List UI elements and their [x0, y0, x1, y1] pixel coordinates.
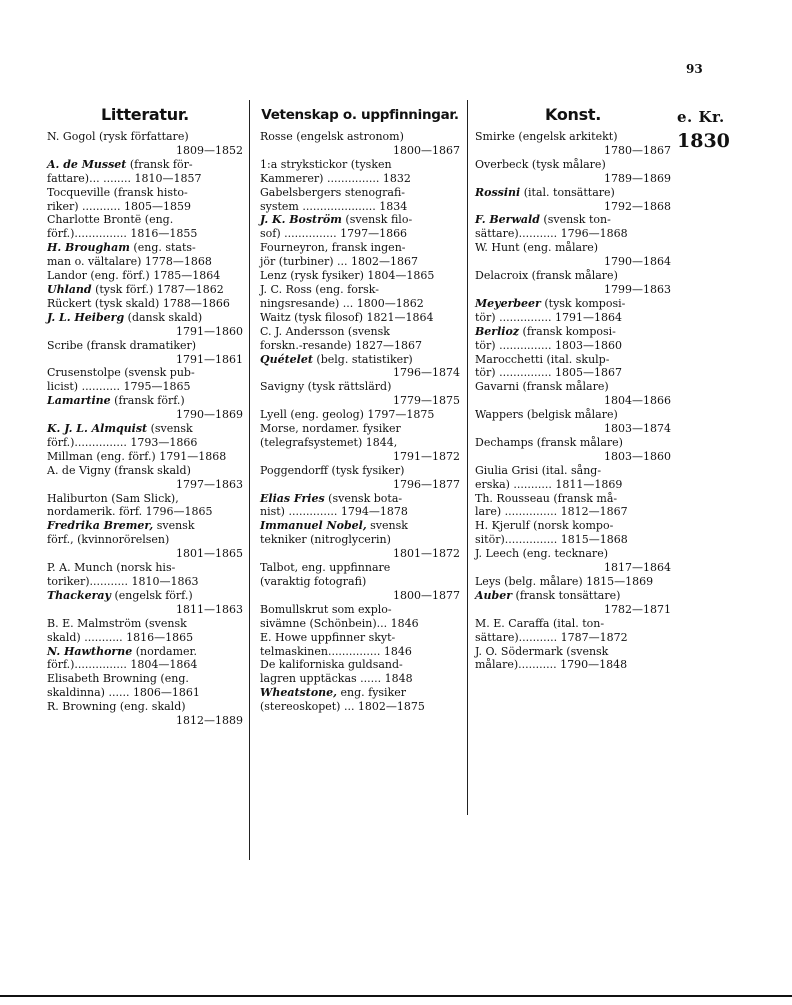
- entry-line: [475, 450, 671, 464]
- entry-text: Dechamps (fransk målare): [475, 435, 623, 449]
- entry-line: [475, 311, 671, 325]
- entry-line: [47, 589, 243, 603]
- entry-line: [260, 631, 460, 645]
- entry-text: 1809—1852: [176, 143, 243, 157]
- entry-line: [260, 478, 460, 492]
- entry-line: [47, 617, 243, 631]
- entry-line: [47, 658, 243, 672]
- entry-text: förf.)............... 1793—1866: [47, 435, 198, 449]
- entry-text: Landor (eng. förf.) 1785—1864: [47, 269, 221, 283]
- entry-text: 1799—1863: [604, 282, 671, 296]
- entry-line: [47, 269, 243, 283]
- entry-text: Elisabeth Browning (eng.: [47, 672, 189, 686]
- entry-line: [260, 241, 460, 255]
- entry-line: [260, 227, 460, 241]
- person-name: Rossini: [475, 185, 521, 199]
- entry-text: Poggendorff (tysk fysiker): [260, 463, 405, 477]
- entry-line: [47, 700, 243, 714]
- entry-line: [47, 408, 243, 422]
- entry-text: M. E. Caraffa (ital. ton-: [475, 616, 605, 630]
- entry-text: 1811—1863: [176, 602, 243, 616]
- entry-list: [475, 130, 671, 672]
- entry-line: [475, 186, 671, 200]
- entry-text: Delacroix (fransk målare): [475, 269, 618, 283]
- entry-text: (belg. statistiker): [312, 352, 413, 366]
- entry-text: J. C. Ross (eng. forsk-: [260, 282, 379, 296]
- entry-text: Wappers (belgisk målare): [475, 408, 618, 422]
- entry-text: Gavarni (fransk målare): [475, 380, 609, 394]
- entry-line: [475, 422, 671, 436]
- entry-text: 1780—1867: [604, 143, 671, 157]
- entry-text: (dansk skald): [124, 310, 203, 324]
- column-title: Litteratur.: [101, 105, 189, 124]
- entry-text: 1779—1875: [393, 394, 460, 408]
- entry-line: [47, 464, 243, 478]
- entry-line: [260, 645, 460, 659]
- entry-text: 1801—1872: [393, 547, 460, 561]
- person-name: Quételet: [260, 352, 313, 366]
- entry-line: [475, 658, 671, 672]
- entry-text: målare)........... 1790—1848: [475, 658, 628, 672]
- entry-line: [47, 547, 243, 561]
- entry-line: [475, 353, 671, 367]
- entry-line: [475, 533, 671, 547]
- entry-line: [475, 172, 671, 186]
- entry-text: svensk: [366, 519, 408, 533]
- person-name: A. de Musset: [47, 157, 127, 171]
- entry-line: [47, 686, 243, 700]
- entry-text: 1790—1869: [176, 408, 243, 422]
- entry-text: Tocqueville (fransk histo-: [47, 185, 188, 199]
- entry-text: E. Howe uppfinner skyt-: [260, 630, 396, 644]
- entry-text: (ital. tonsättare): [520, 185, 615, 199]
- entry-text: telmaskinen............... 1846: [260, 644, 412, 658]
- entry-text: 1797—1863: [176, 477, 243, 491]
- entry-line: [475, 575, 671, 589]
- entry-text: J. Leech (eng. tecknare): [475, 547, 608, 561]
- entry-text: Smirke (engelsk arkitekt): [475, 130, 618, 143]
- era-year: 1830: [677, 130, 730, 152]
- entry-text: Haliburton (Sam Slick),: [47, 491, 179, 505]
- entry-line: [260, 422, 460, 436]
- entry-line: [260, 505, 460, 519]
- entry-text: sättare)........... 1787—1872: [475, 630, 628, 644]
- column-title: Konst.: [545, 105, 601, 124]
- entry-line: [47, 561, 243, 575]
- entry-text: R. Browning (eng. skald): [47, 700, 186, 714]
- entry-line: [260, 130, 460, 144]
- entry-text: (svensk bota-: [324, 491, 403, 505]
- entry-line: [47, 380, 243, 394]
- entry-text: P. A. Munch (norsk his-: [47, 561, 176, 575]
- entry-line: [475, 130, 671, 144]
- column-litteratur: [47, 104, 243, 728]
- entry-line: [47, 366, 243, 380]
- entry-text: Rosse (engelsk astronom): [260, 130, 404, 143]
- entry-line: [47, 631, 243, 645]
- entry-line: [47, 172, 243, 186]
- entry-text: sitör)............... 1815—1868: [475, 533, 628, 547]
- entry-line: [260, 658, 460, 672]
- entry-line: [260, 533, 460, 547]
- entry-line: [47, 186, 243, 200]
- entry-text: (nordamer.: [132, 644, 198, 658]
- entry-line: [47, 645, 243, 659]
- entry-line: [260, 283, 460, 297]
- entry-text: Morse, nordamer. fysiker: [260, 422, 401, 436]
- person-name: J. K. Boström: [260, 213, 342, 227]
- entry-text: (svensk filo-: [341, 213, 413, 227]
- column-konst: [475, 104, 671, 672]
- entry-text: toriker)........... 1810—1863: [47, 575, 199, 588]
- entry-line: [47, 213, 243, 227]
- entry-line: [475, 519, 671, 533]
- entry-text: fattare)... ........ 1810—1857: [47, 171, 202, 185]
- entry-text: nordamerik. förf. 1796—1865: [47, 505, 213, 519]
- entry-line: [475, 380, 671, 394]
- entry-line: [47, 158, 243, 172]
- entry-text: W. Hunt (eng. målare): [475, 241, 599, 255]
- entry-text: ningsresande) ... 1800—1862: [260, 296, 424, 310]
- entry-text: Th. Rousseau (fransk må-: [475, 491, 618, 505]
- entry-line: [47, 394, 243, 408]
- entry-line: [260, 144, 460, 158]
- entry-text: Leys (belg. målare) 1815—1869: [475, 575, 654, 588]
- entry-text: tör) ............... 1791—1864: [475, 310, 623, 324]
- entry-line: [475, 436, 671, 450]
- entry-text: 1792—1868: [604, 199, 671, 213]
- entry-line: [475, 227, 671, 241]
- column-divider-left: [249, 100, 250, 860]
- entry-line: [260, 436, 460, 450]
- person-name: N. Hawthorne: [47, 644, 133, 658]
- entry-line: [47, 492, 243, 506]
- entry-text: Talbot, eng. uppfinnare: [260, 561, 391, 575]
- entry-text: (stereoskopet) ... 1802—1875: [260, 700, 425, 714]
- entry-text: Millman (eng. förf.) 1791—1868: [47, 449, 227, 463]
- entry-text: 1800—1867: [393, 143, 460, 157]
- entry-line: [260, 617, 460, 631]
- entry-text: man o. vältalare) 1778—1868: [47, 255, 212, 269]
- entry-line: [47, 672, 243, 686]
- entry-text: tör) ............... 1805—1867: [475, 366, 623, 380]
- entry-text: Waitz (tysk filosof) 1821—1864: [260, 310, 434, 324]
- entry-text: 1796—1874: [393, 366, 460, 380]
- entry-line: [260, 492, 460, 506]
- entry-text: J. O. Södermark (svensk: [475, 644, 609, 658]
- entry-line: [475, 366, 671, 380]
- entry-line: [47, 200, 243, 214]
- entry-list: [260, 130, 460, 714]
- entry-text: tekniker (nitroglycerin): [260, 533, 391, 547]
- entry-text: A. de Vigny (fransk skald): [47, 463, 191, 477]
- entry-text: 1800—1877: [393, 588, 460, 602]
- entry-line: [260, 353, 460, 367]
- person-name: F. Berwald: [475, 213, 540, 227]
- entry-line: [260, 311, 460, 325]
- entry-line: [260, 380, 460, 394]
- entry-text: (svensk: [147, 422, 193, 436]
- entry-line: [475, 297, 671, 311]
- entry-text: Bomullskrut som explo-: [260, 602, 392, 616]
- entry-line: [475, 408, 671, 422]
- entry-line: [260, 325, 460, 339]
- entry-text: eng. fysiker: [337, 686, 407, 700]
- entry-line: [47, 436, 243, 450]
- entry-line: [260, 186, 460, 200]
- entry-text: 1791—1860: [176, 324, 243, 338]
- entry-text: tör) ............... 1803—1860: [475, 338, 623, 352]
- entry-text: (tysk komposi-: [540, 296, 626, 310]
- entry-text: (fransk tonsättare): [512, 588, 621, 602]
- page-number: 93: [686, 62, 703, 76]
- entry-text: lare) ............... 1812—1867: [475, 505, 628, 519]
- entry-line: [475, 505, 671, 519]
- entry-text: 1796—1877: [393, 477, 460, 491]
- entry-line: [47, 241, 243, 255]
- entry-text: 1803—1874: [604, 422, 671, 436]
- person-name: H. Brougham: [47, 241, 130, 255]
- entry-text: Charlotte Brontë (eng.: [47, 213, 174, 227]
- entry-line: [47, 519, 243, 533]
- entry-line: [260, 589, 460, 603]
- entry-line: [260, 255, 460, 269]
- entry-line: [47, 714, 243, 728]
- entry-line: [47, 478, 243, 492]
- entry-line: [260, 394, 460, 408]
- entry-line: [260, 603, 460, 617]
- column-vetenskap: [260, 104, 460, 714]
- entry-text: jör (turbiner) ... 1802—1867: [260, 255, 419, 269]
- entry-line: [475, 617, 671, 631]
- entry-line: [475, 158, 671, 172]
- entry-text: Lyell (eng. geolog) 1797—1875: [260, 408, 435, 422]
- entry-text: C. J. Andersson (svensk: [260, 324, 390, 338]
- entry-text: system ..................... 1834: [260, 199, 408, 213]
- entry-text: H. Kjerulf (norsk kompo-: [475, 519, 614, 533]
- column-divider-right: [467, 100, 468, 815]
- entry-line: [475, 478, 671, 492]
- entry-text: sivämne (Schönbein)... 1846: [260, 616, 419, 630]
- entry-text: De kaliforniska guldsand-: [260, 658, 403, 672]
- entry-text: (telegrafsystemet) 1844,: [260, 435, 398, 449]
- entry-text: Giulia Grisi (ital. sång-: [475, 463, 602, 477]
- entry-line: [260, 297, 460, 311]
- entry-line: [260, 700, 460, 714]
- entry-line: [260, 213, 460, 227]
- entry-line: [47, 422, 243, 436]
- entry-line: [475, 547, 671, 561]
- person-name: Uhland: [47, 282, 92, 296]
- entry-text: B. E. Malmström (svensk: [47, 616, 187, 630]
- person-name: Wheatstone,: [260, 686, 337, 700]
- entry-text: Crusenstolpe (svensk pub-: [47, 366, 195, 380]
- entry-text: (tysk förf.) 1787—1862: [91, 282, 224, 296]
- entry-line: [475, 631, 671, 645]
- entry-line: [260, 672, 460, 686]
- entry-line: [475, 255, 671, 269]
- entry-text: Fourneyron, fransk ingen-: [260, 241, 406, 255]
- person-name: Lamartine: [47, 394, 111, 408]
- entry-line: [47, 339, 243, 353]
- entry-text: (fransk förf.): [110, 394, 185, 408]
- entry-text: 1790—1864: [604, 255, 671, 269]
- entry-text: forskn.-resande) 1827—1867: [260, 338, 422, 352]
- entry-line: [475, 200, 671, 214]
- entry-line: [260, 547, 460, 561]
- person-name: Immanuel Nobel,: [260, 519, 367, 533]
- entry-line: [47, 311, 243, 325]
- person-name: Meyerbeer: [475, 296, 541, 310]
- entry-line: [475, 283, 671, 297]
- entry-line: [475, 645, 671, 659]
- entry-line: [475, 394, 671, 408]
- entry-text: 1791—1872: [393, 449, 460, 463]
- entry-line: [260, 519, 460, 533]
- entry-line: [475, 213, 671, 227]
- entry-text: skald) ........... 1816—1865: [47, 630, 194, 644]
- entry-line: [475, 603, 671, 617]
- entry-line: [47, 450, 243, 464]
- entry-line: [475, 339, 671, 353]
- entry-line: [475, 589, 671, 603]
- entry-line: [260, 575, 460, 589]
- entry-text: 1804—1866: [604, 394, 671, 408]
- entry-line: [47, 144, 243, 158]
- entry-text: (fransk för-: [126, 157, 193, 171]
- entry-line: [475, 144, 671, 158]
- entry-text: Marocchetti (ital. skulp-: [475, 352, 610, 366]
- entry-text: Lenz (rysk fysiker) 1804—1865: [260, 269, 435, 283]
- entry-text: 1801—1865: [176, 547, 243, 561]
- entry-line: [260, 686, 460, 700]
- entry-line: [475, 269, 671, 283]
- entry-line: [260, 450, 460, 464]
- entry-text: Savigny (tysk rättslärd): [260, 380, 392, 394]
- entry-line: [260, 366, 460, 380]
- entry-line: [475, 492, 671, 506]
- bottom-rule: [0, 995, 792, 997]
- person-name: Auber: [475, 588, 513, 602]
- entry-line: [260, 158, 460, 172]
- entry-text: erska) ........... 1811—1869: [475, 477, 623, 491]
- entry-line: [47, 130, 243, 144]
- entry-text: Scribe (fransk dramatiker): [47, 338, 197, 352]
- entry-text: sättare)........... 1796—1868: [475, 227, 628, 241]
- entry-text: (svensk ton-: [539, 213, 611, 227]
- entry-text: (varaktig fotografi): [260, 575, 367, 588]
- entry-line: [47, 353, 243, 367]
- entry-line: [47, 575, 243, 589]
- entry-text: förf.)............... 1816—1855: [47, 227, 198, 241]
- entry-line: [260, 339, 460, 353]
- entry-line: [475, 241, 671, 255]
- entry-text: (eng. stats-: [129, 241, 196, 255]
- entry-list: [47, 130, 243, 728]
- entry-line: [47, 325, 243, 339]
- person-name: Thackeray: [47, 588, 111, 602]
- entry-line: [475, 325, 671, 339]
- entry-line: [47, 533, 243, 547]
- entry-text: 1:a strykstickor (tysken: [260, 157, 392, 171]
- person-name: J. L. Heiberg: [47, 310, 125, 324]
- entry-text: licist) ........... 1795—1865: [47, 380, 191, 394]
- entry-text: 1782—1871: [604, 602, 671, 616]
- entry-line: [47, 283, 243, 297]
- person-name: Berlioz: [475, 324, 520, 338]
- entry-text: Rückert (tysk skald) 1788—1866: [47, 296, 230, 310]
- entry-text: 1803—1860: [604, 449, 671, 463]
- entry-text: Gabelsbergers stenografi-: [260, 185, 406, 199]
- entry-text: nist) .............. 1794—1878: [260, 505, 408, 519]
- entry-text: N. Gogol (rysk författare): [47, 130, 189, 143]
- entry-text: Kammerer) ............... 1832: [260, 171, 411, 185]
- entry-text: 1817—1864: [604, 561, 671, 575]
- entry-line: [260, 200, 460, 214]
- entry-text: sof) ............... 1797—1866: [260, 227, 408, 241]
- person-name: Fredrika Bremer,: [47, 519, 154, 533]
- entry-text: (fransk komposi-: [519, 324, 616, 338]
- entry-text: 1812—1889: [176, 714, 243, 728]
- entry-line: [260, 464, 460, 478]
- entry-line: [47, 297, 243, 311]
- entry-line: [260, 172, 460, 186]
- person-name: K. J. L. Almquist: [47, 422, 148, 436]
- entry-text: 1789—1869: [604, 171, 671, 185]
- entry-text: svensk: [153, 519, 195, 533]
- entry-line: [260, 561, 460, 575]
- entry-text: skaldinna) ...... 1806—1861: [47, 686, 200, 700]
- entry-line: [260, 269, 460, 283]
- entry-text: 1791—1861: [176, 352, 243, 366]
- entry-line: [475, 561, 671, 575]
- entry-line: [47, 255, 243, 269]
- entry-text: Overbeck (tysk målare): [475, 157, 606, 171]
- entry-line: [475, 464, 671, 478]
- entry-text: (engelsk förf.): [110, 588, 193, 602]
- entry-line: [47, 603, 243, 617]
- entry-text: förf.)............... 1804—1864: [47, 658, 198, 672]
- person-name: Elias Fries: [260, 491, 325, 505]
- entry-line: [47, 227, 243, 241]
- entry-line: [260, 408, 460, 422]
- entry-line: [47, 505, 243, 519]
- era-label: e. Kr.: [677, 108, 725, 126]
- column-title: Vetenskap o. uppfinningar.: [261, 107, 459, 123]
- entry-text: lagren upptäckas ...... 1848: [260, 672, 413, 686]
- entry-text: förf., (kvinnorörelsen): [47, 533, 170, 547]
- entry-text: riker) ........... 1805—1859: [47, 199, 191, 213]
